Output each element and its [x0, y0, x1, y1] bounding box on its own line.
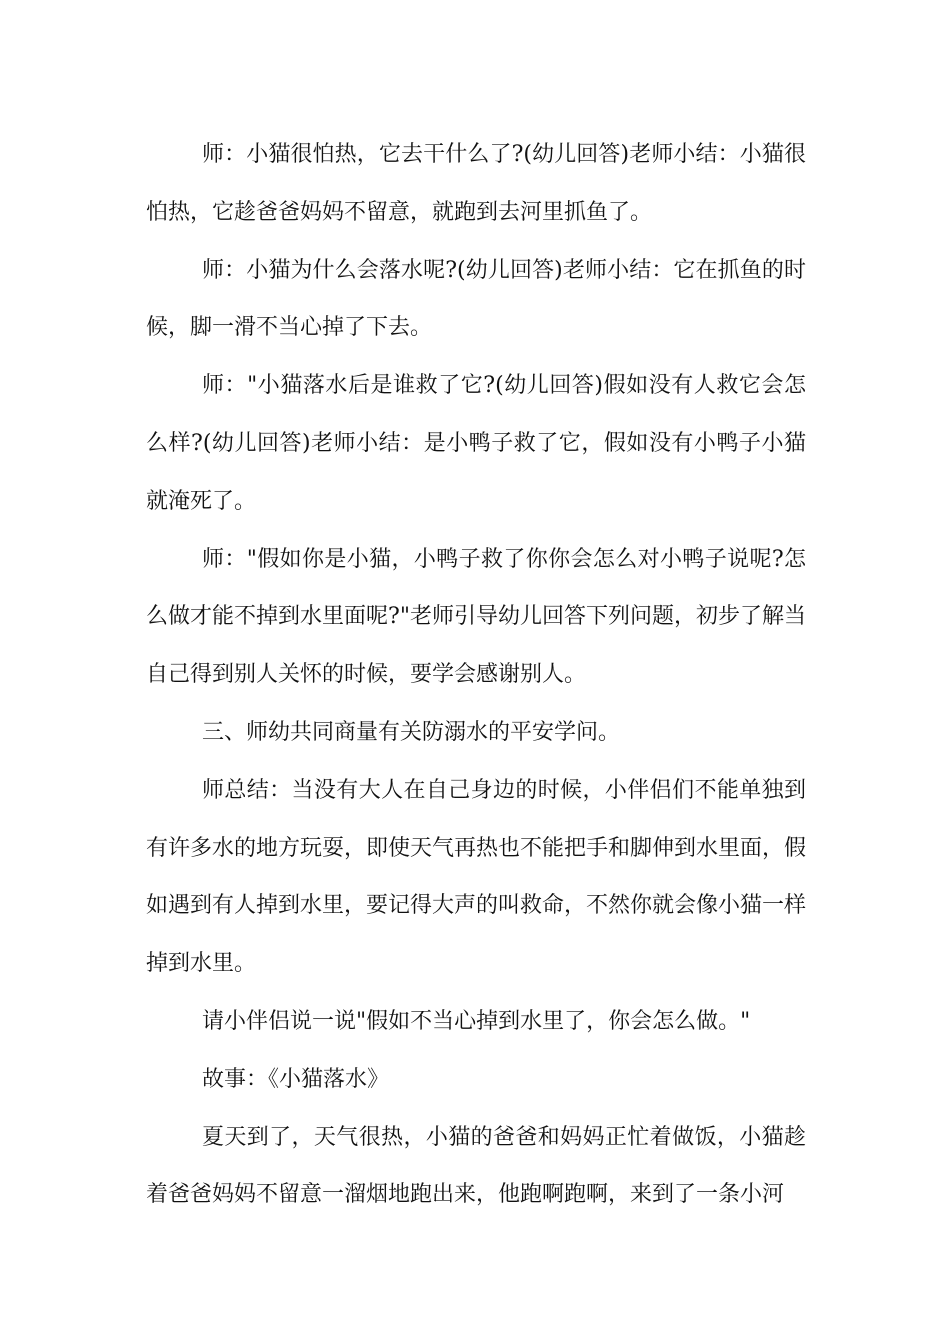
paragraph-teacher-question-thanks: 师："假如你是小猫，小鸭子救了你你会怎么对小鸭子说呢?怎么做才能不掉到水里面呢?"老师引导幼儿回答下列问题，初步了解当自己得到别人关怀的时候，要学会感谢别人。	[146, 546, 806, 688]
story-title: 故事：《小猫落水》	[202, 1066, 390, 1092]
paragraph-children-discussion: 请小伴侣说一说"假如不当心掉到水里了，你会怎么做。"	[202, 1008, 751, 1034]
section-heading-safety: 三、师幼共同商量有关防溺水的平安学问。	[202, 719, 621, 745]
document-body	[146, 126, 806, 1224]
paragraph-teacher-question-heat: 师：小猫很怕热，它去干什么了?(幼儿回答)老师小结：小猫很怕热，它趁爸爸妈妈不留意，就跑到去河里抓鱼了。	[146, 142, 806, 225]
paragraph-story-text: 夏天到了，天气很热，小猫的爸爸和妈妈正忙着做饭，小猫趁着爸爸妈妈不留意一溜烟地跑出来，他跑啊跑啊，来到了一条小河	[146, 1124, 806, 1208]
paragraph-teacher-question-fall: 师：小猫为什么会落水呢?(幼儿回答)老师小结：它在抓鱼的时候，脚一滑不当心掉了下去。	[146, 257, 806, 341]
paragraph-teacher-question-rescue: 师："小猫落水后是谁救了它?(幼儿回答)假如没有人救它会怎么样?(幼儿回答)老师小结：是小鸭子救了它，假如没有小鸭子小猫就淹死了。	[146, 373, 806, 514]
paragraph-teacher-summary: 师总结：当没有大人在自己身边的时候，小伴侣们不能单独到有许多水的地方玩耍，即使天气再热也不能把手和脚伸到水里面，假如遇到有人掉到水里，要记得大声的叫救命，不然你就会像小猫一样掉到水里。	[146, 777, 807, 977]
